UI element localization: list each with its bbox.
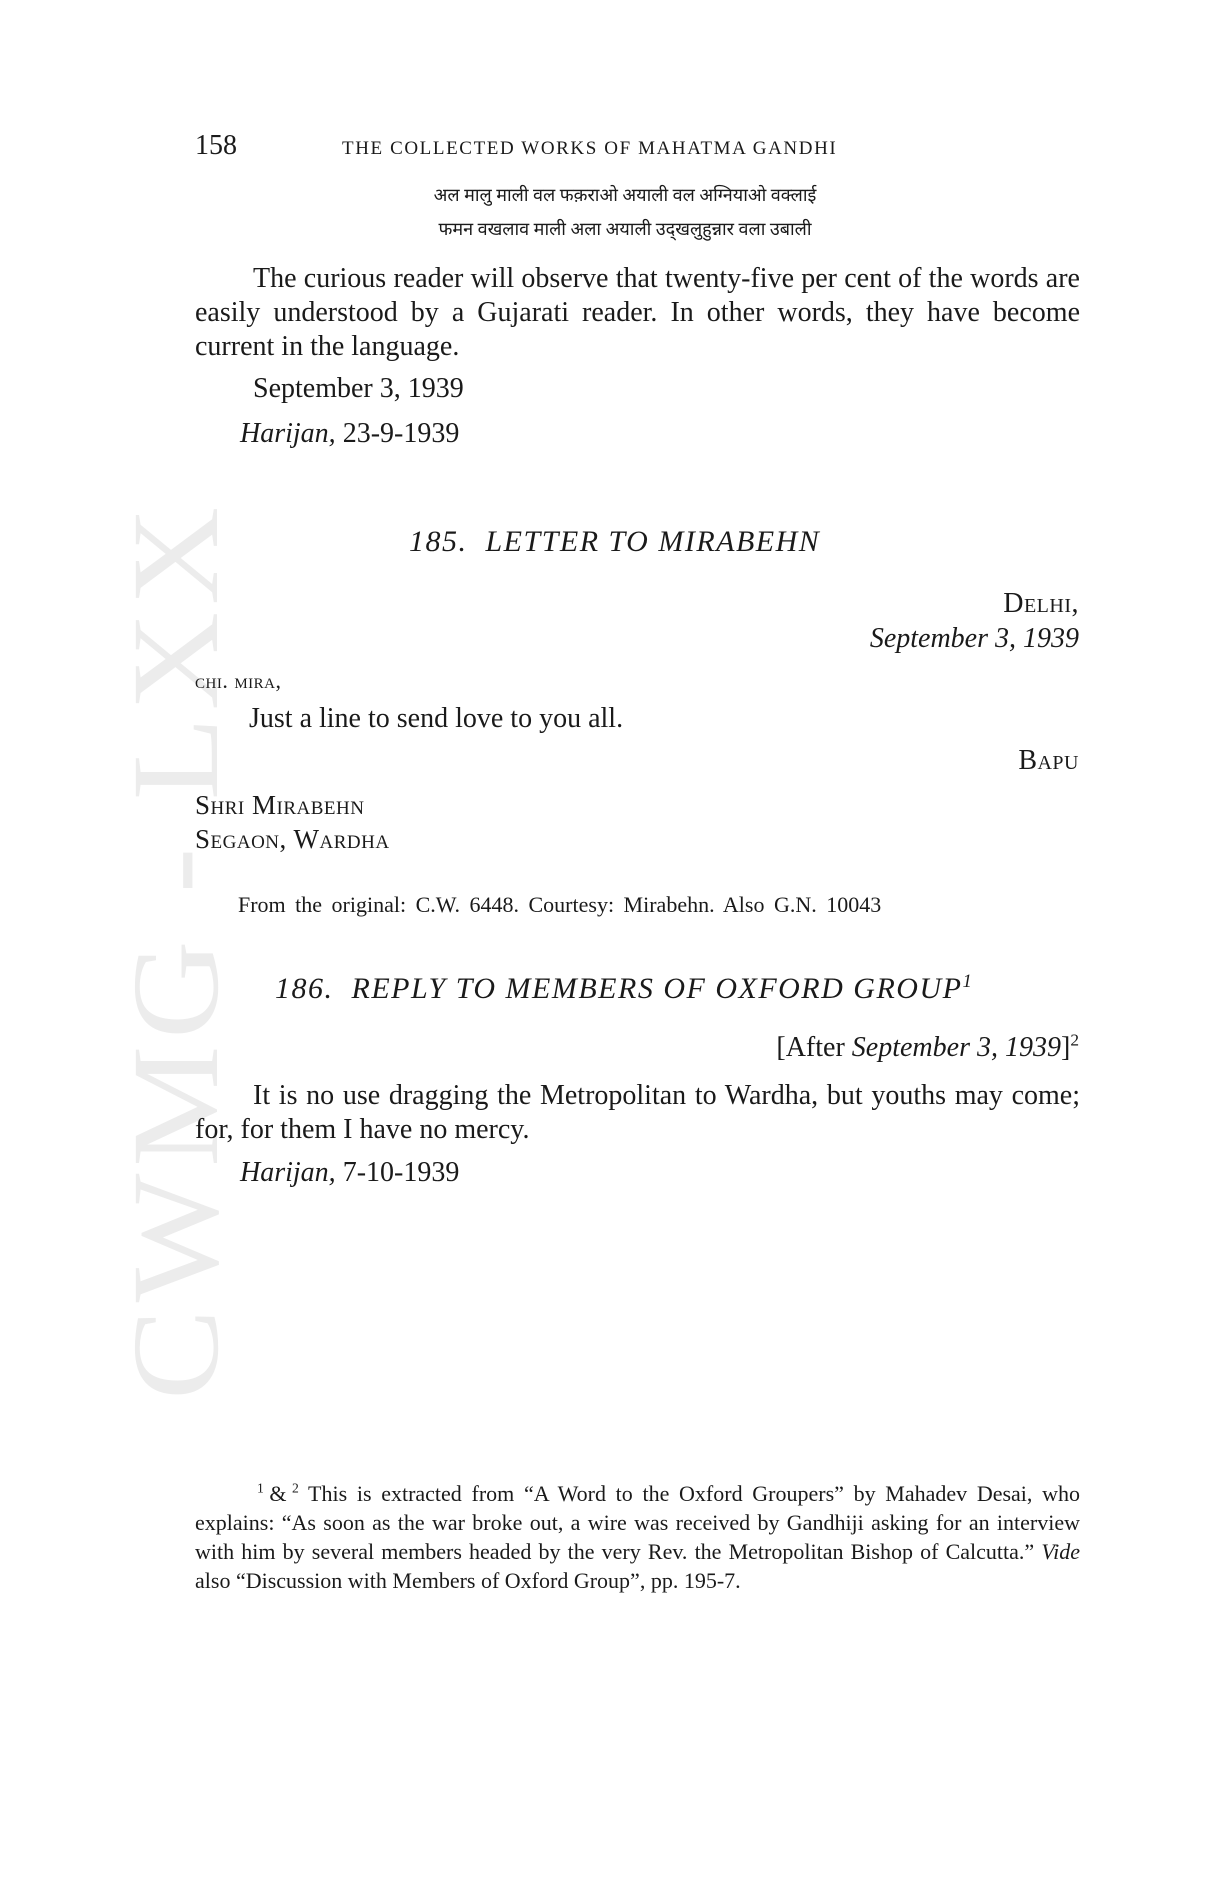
item-186-body-text: It is no use dragging the Metropolitan to Wardha, but youths may come; for, for them I have no mercy. bbox=[195, 1080, 1080, 1145]
item-185-signature: Bapu bbox=[1018, 745, 1079, 776]
devanagari-line-2: फमन वखलाव माली अला अयाली उद्खलुहुन्नार वला उबाली bbox=[438, 219, 812, 239]
intro-paragraph-text: The curious reader will observe that twenty-five per cent of the words are easily understood by a Gujarati reader. In other words, they have become current in the language. bbox=[195, 263, 1080, 362]
item-186-source-title: Harijan, bbox=[240, 1157, 336, 1188]
item-186-title: REPLY TO MEMBERS OF OXFORD GROUP bbox=[351, 972, 963, 1005]
watermark bbox=[125, 480, 235, 1420]
footnote-text-1: This is extracted from “A Word to the Oxford Groupers” by Mahadev Desai, who explains: “As soon as the war broke out, a wire was received by Gandhiji asking for an interview with him by several members headed by the very Rev. the Metropolitan Bishop of Calcutta.” bbox=[195, 1481, 1080, 1564]
item-186-date-suffix: ] bbox=[1060, 1032, 1071, 1063]
item-185-source: From the original: C.W. 6448. Courtesy: Mirabehn. Also G.N. 10043 bbox=[238, 892, 882, 917]
page-header bbox=[195, 130, 1080, 166]
item-185-addressee-line1: Shri Mirabehn bbox=[195, 790, 365, 820]
item-186-heading bbox=[275, 972, 973, 1006]
item-185-addressee-line2: Segaon, Wardha bbox=[195, 824, 390, 854]
item-186-source-date: 7-10-1939 bbox=[342, 1157, 460, 1188]
running-head: THE COLLECTED WORKS OF MAHATMA GANDHI bbox=[342, 138, 838, 159]
intro-date: September 3, 1939 bbox=[253, 373, 464, 404]
item-185-date: September 3, 1939 bbox=[869, 623, 1079, 654]
footnote-marker-amp: & bbox=[263, 1481, 292, 1506]
devanagari-line-1: अल मालु माली वल फक़राओ अयाली वल अग्नियाओ वक्लाई bbox=[433, 185, 817, 205]
footnote-ref-1: 1 bbox=[962, 971, 974, 992]
watermark-text: CWMG LXX bbox=[125, 582, 235, 1400]
item-186-date-italic: September 3, 1939 bbox=[851, 1032, 1061, 1063]
item-186-number: 186. bbox=[275, 972, 334, 1005]
item-186-source bbox=[240, 1157, 459, 1189]
intro-source bbox=[240, 418, 459, 450]
item-186-body bbox=[195, 1079, 1080, 1147]
footnote bbox=[195, 1479, 1080, 1595]
footnote-marker-2: 2 bbox=[291, 1480, 299, 1496]
footnote-marker-1: 1 bbox=[257, 1480, 264, 1496]
item-186-date bbox=[776, 1032, 1079, 1064]
item-185-place: Delhi, bbox=[1003, 588, 1079, 619]
footnote-text-2: also “Discussion with Members of Oxford Group”, pp. 195-7. bbox=[195, 1568, 741, 1593]
item-185-number: 185. bbox=[409, 525, 468, 558]
item-186-date-prefix: [After bbox=[776, 1032, 852, 1063]
item-185-title: LETTER TO MIRABEHN bbox=[485, 525, 821, 558]
footnote-vide: Vide bbox=[1041, 1539, 1080, 1564]
page-number: 158 bbox=[195, 130, 237, 161]
item-185-salutation: chi. mira, bbox=[195, 668, 282, 693]
item-185-heading bbox=[409, 525, 820, 559]
intro-source-date: 23-9-1939 bbox=[342, 418, 460, 449]
intro-paragraph bbox=[195, 262, 1080, 364]
intro-source-title: Harijan, bbox=[240, 418, 336, 449]
item-185-body: Just a line to send love to you all. bbox=[249, 703, 624, 734]
footnote-ref-2: 2 bbox=[1070, 1030, 1079, 1050]
